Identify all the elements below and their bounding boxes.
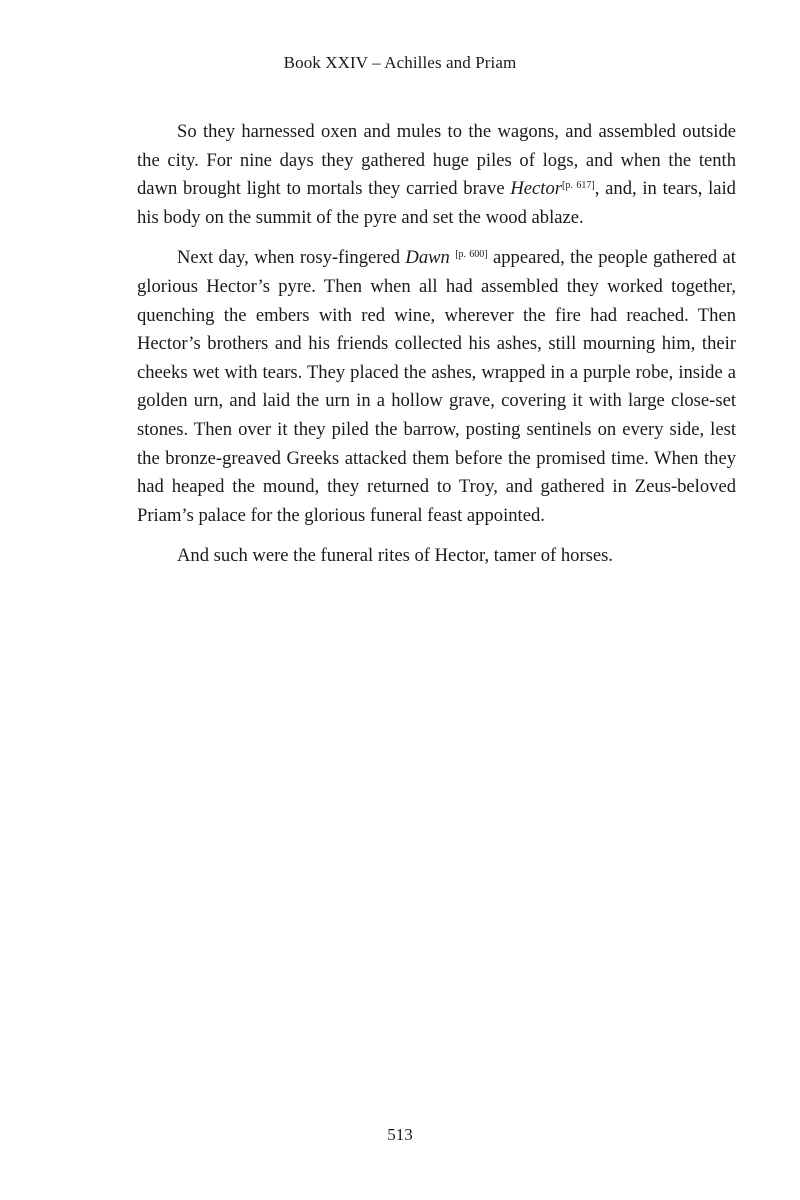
paragraph-2 (137, 244, 736, 530)
paragraph-2-text-start: Next day, when rosy-fingered (177, 247, 406, 269)
running-header: Book XXIV – Achilles and Priam (283, 53, 517, 72)
body-text (137, 118, 736, 583)
glossary-term-hector[interactable]: Hector (510, 178, 562, 200)
page-reference-hector[interactable]: [p. 617] (561, 180, 595, 192)
paragraph-2-text-end: appeared, the people gathered at glorious Hector’s pyre. Then when all had assembled they worked together, quenching the embers with red wine, wherever the fire had reached. Then Hector’s brothers and his friends collected his ashes, still mourning him, their cheeks wet with tears. They placed the ashes, wrapped in a purple robe, inside a golden urn, and laid the urn in a hollow grave, covering it with large close-set stones. Then over it they piled the barrow, posting sentinels on every side, lest the bronze-greaved Greeks attacked them before the promised time. When they had heaped the mound, they returned to Troy, and gathered in Zeus-beloved Priam’s palace for the glorious funeral feast appointed. (137, 247, 736, 526)
glossary-term-dawn[interactable]: Dawn (405, 247, 450, 269)
paragraph-1-text-start: So they harnessed oxen and mules to the wagons, and assembled outside the city. For nine days they gathered huge piles of logs, and when the tenth dawn brought light to mortals they carried brave (137, 121, 736, 200)
paragraph-1 (137, 118, 736, 232)
page-number: 513 (387, 1125, 413, 1144)
paragraph-1-text-end: , and, in tears, laid his body on the summit of the pyre and set the wood ablaze. (137, 178, 736, 228)
paragraph-3: And such were the funeral rites of Hector, tamer of horses. (177, 545, 614, 567)
page-reference-dawn[interactable]: [p. 600] (455, 249, 488, 261)
